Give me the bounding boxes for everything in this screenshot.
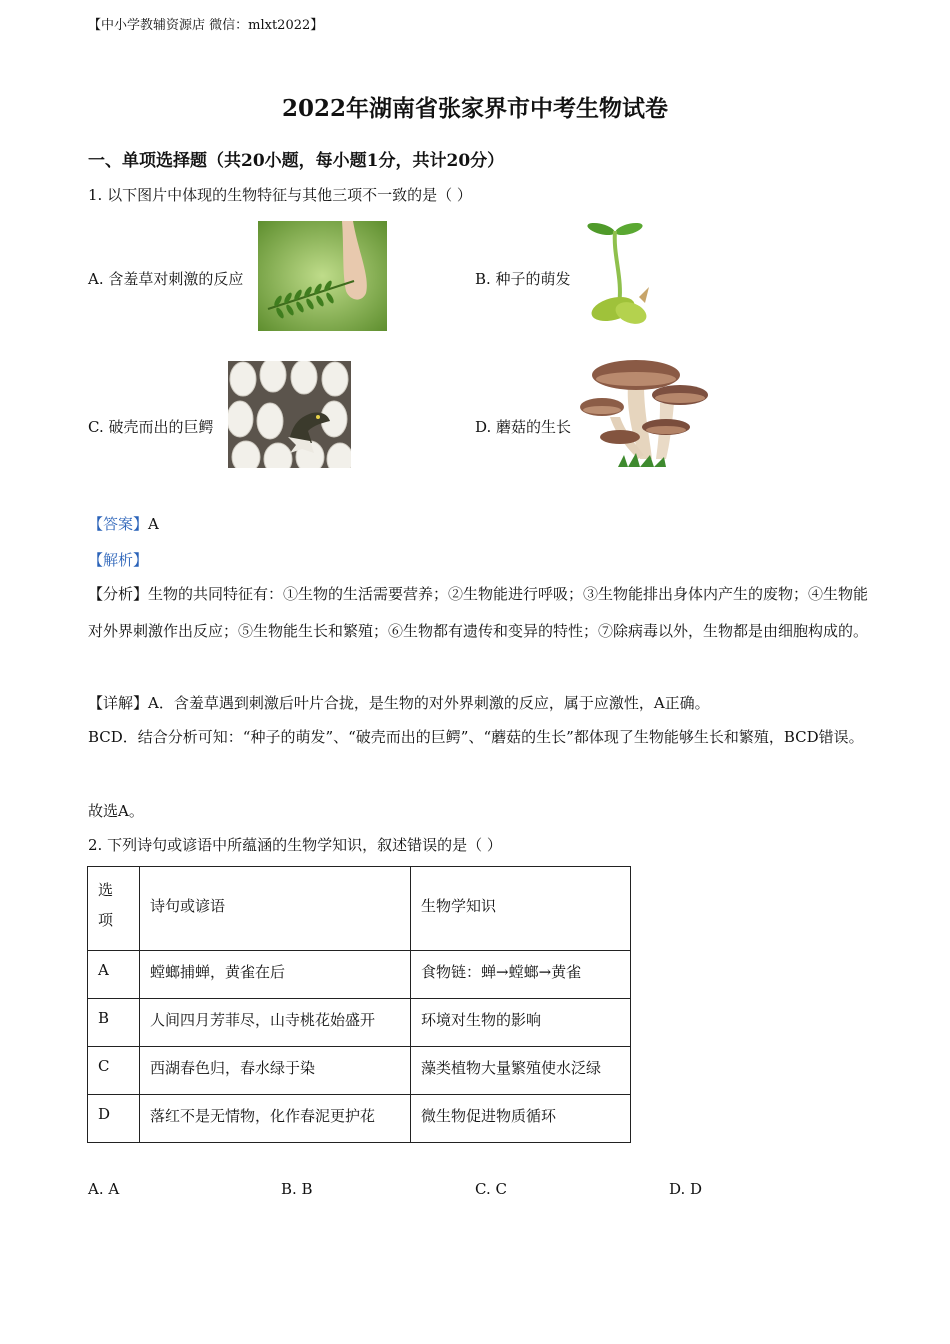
- q1-option-d: D. 蘑菇的生长: [475, 418, 572, 436]
- detail-paragraph: [88, 685, 878, 722]
- table-cell: 微生物促进物质循环: [411, 1095, 631, 1143]
- bcd-paragraph: BCD．结合分析可知：“种子的萌发”、“破壳而出的巨鳄”、“蘑菇的生长”都体现了生物能够生长和繁殖，BCD错误。: [88, 728, 864, 746]
- analysis-label: 【分析】: [88, 585, 149, 603]
- q2-table: [87, 866, 631, 1143]
- analysis-tag: 【解析】: [88, 551, 149, 569]
- q2-option-d: D. D: [669, 1180, 703, 1198]
- table-cell: 食物链：蝉→螳螂→黄雀: [411, 951, 631, 999]
- q1-option-c: C. 破壳而出的巨鳄: [88, 418, 214, 436]
- answer-value: A: [148, 515, 159, 533]
- conclusion: 故选A。: [88, 802, 144, 820]
- table-header-cell: [88, 867, 140, 951]
- q1-option-a: A. 含羞草对刺激的反应: [88, 270, 244, 288]
- header-option-line1: 选: [98, 881, 114, 899]
- table-row: [88, 951, 631, 999]
- table-cell: B: [88, 999, 140, 1047]
- table-cell: 落红不是无情物，化作春泥更护花: [140, 1095, 411, 1143]
- table-row: [88, 999, 631, 1047]
- q2-option-a: A. A: [88, 1180, 120, 1198]
- q2-stem: 2. 下列诗句或谚语中所蕴涵的生物学知识，叙述错误的是（ ）: [88, 836, 502, 854]
- q2-option-c: C. C: [475, 1180, 507, 1198]
- mimosa-image: [258, 221, 387, 331]
- table-header-row: [88, 867, 631, 951]
- q1-option-b: B. 种子的萌发: [475, 270, 571, 288]
- table-cell: 环境对生物的影响: [411, 999, 631, 1047]
- table-cell: 西湖春色归，春水绿于染: [140, 1047, 411, 1095]
- section-title: 一、单项选择题（共20小题，每小题1分，共计20分）: [88, 151, 505, 171]
- header-option-line2: 项: [98, 911, 114, 929]
- table-header-cell: 生物学知识: [411, 867, 631, 951]
- table-cell: 人间四月芳菲尽，山寺桃花始盛开: [140, 999, 411, 1047]
- table-cell: 藻类植物大量繁殖使水泛绿: [411, 1047, 631, 1095]
- table-cell: A: [88, 951, 140, 999]
- table-row: [88, 1047, 631, 1095]
- table-cell: D: [88, 1095, 140, 1143]
- header-note: 【中小学教辅资源店 微信：mlxt2022】: [88, 18, 324, 33]
- table-cell: C: [88, 1047, 140, 1095]
- q2-option-b: B. B: [281, 1180, 313, 1198]
- answer-tag: 【答案】: [88, 515, 149, 533]
- mushroom-image: [580, 355, 710, 468]
- crocodile-eggs-image: [228, 361, 351, 468]
- table-cell: 螳螂捕蝉，黄雀在后: [140, 951, 411, 999]
- detail-text: A．含羞草遇到刺激后叶片合拢，是生物的对外界刺激的反应，属于应激性，A正确。: [148, 694, 710, 712]
- analysis-text: 生物的共同特征有：①生物的生活需要营养；②生物能进行呼吸；③生物能排出身体内产生的废物；④生物能对外界刺激作出反应；⑤生物能生长和繁殖；⑥生物都有遗传和变异的特性；⑦除病毒以外，生物都是由细胞构成的。: [88, 585, 869, 640]
- table-row: [88, 1095, 631, 1143]
- seed-sprout-image: [583, 217, 658, 327]
- detail-label: 【详解】: [88, 694, 149, 712]
- q1-answer-line: [88, 513, 159, 534]
- analysis-paragraph: [88, 576, 878, 650]
- table-header-cell: 诗句或谚语: [140, 867, 411, 951]
- page-title: 2022年湖南省张家界市中考生物试卷: [281, 95, 668, 122]
- q1-stem: 1. 以下图片中体现的生物特征与其他三项不一致的是（ ）: [88, 186, 472, 204]
